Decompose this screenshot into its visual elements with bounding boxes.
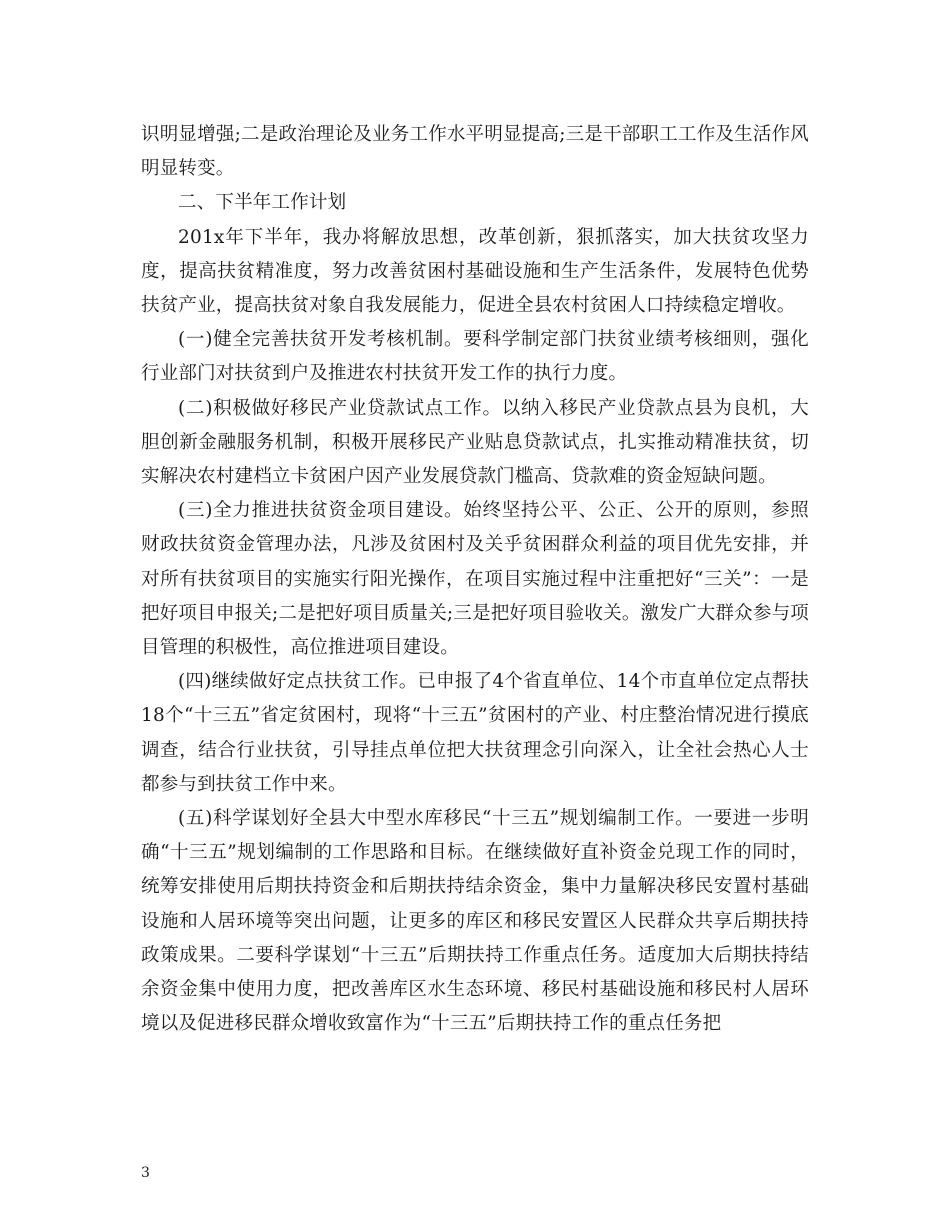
paragraph-item-2: (二)积极做好移民产业贷款试点工作。以纳入移民产业贷款点县为良机，大胆创新金融服务机制，积极开展移民产业贴息贷款试点，扎实推动精准扶贫，切实解决农村建档立卡贫困户因产业发展贷款门槛高、贷款难的资金短缺问题。 bbox=[141, 397, 809, 488]
document-body bbox=[141, 118, 809, 1041]
page-number: 3 bbox=[141, 1165, 150, 1181]
paragraph-plan-intro: 201x年下半年，我办将解放思想，改革创新，狠抓落实，加大扶贫攻坚力度，提高扶贫精准度，努力改善贫困村基础设施和生产生活条件，发展特色优势扶贫产业，提高扶贫对象自我发展能力，促进全县农村贫困人口持续稳定增收。 bbox=[141, 226, 809, 317]
paragraph-item-3: (三)全力推进扶贫资金项目建设。始终坚持公平、公正、公开的原则，参照财政扶贫资金管理办法，凡涉及贫困村及关乎贫困群众利益的项目优先安排，并对所有扶贫项目的实施实行阳光操作，在项目实施过程中注重把好“三关”：一是把好项目申报关;二是把好项目质量关;三是把好项目验收关。激发广大群众参与项目管理的积极性，高位推进项目建设。 bbox=[141, 500, 809, 659]
section-heading: 二、下半年工作计划 bbox=[178, 192, 347, 214]
paragraph-continuation: 识明显增强;二是政治理论及业务工作水平明显提高;三是干部职工工作及生活作风明显转变。 bbox=[141, 124, 809, 180]
paragraph-item-5: (五)科学谋划好全县大中型水库移民“十三五”规划编制工作。一要进一步明确“十三五”规划编制的工作思路和目标。在继续做好直补资金兑现工作的同时，统筹安排使用后期扶持资金和后期扶持结余资金，集中力量解决移民安置村基础设施和人居环境等突出问题，让更多的库区和移民安置区人民群众共享后期扶持政策成果。二要科学谋划“十三五”后期扶持工作重点任务。适度加大后期扶持结余资金集中使用力度，把改善库区水生态环境、移民村基础设施和移民村人居环境以及促进移民群众增收致富作为“十三五”后期扶持工作的重点任务把 bbox=[141, 808, 809, 1035]
paragraph-item-1: (一)健全完善扶贫开发考核机制。要科学制定部门扶贫业绩考核细则，强化行业部门对扶贫到户及推进农村扶贫开发工作的执行力度。 bbox=[141, 329, 809, 385]
paragraph-item-4: (四)继续做好定点扶贫工作。已申报了4个省直单位、14个市直单位定点帮扶18个“十三五”省定贫困村，现将“十三五”贫困村的产业、村庄整治情况进行摸底调查，结合行业扶贫，引导挂点单位把大扶贫理念引向深入，让全社会热心人士都参与到扶贫工作中来。 bbox=[141, 671, 809, 795]
